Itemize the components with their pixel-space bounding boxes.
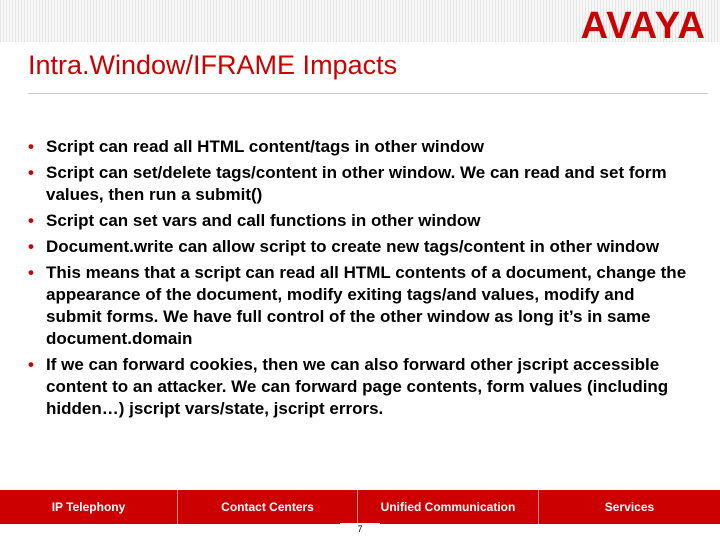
bullet-item <box>28 236 693 258</box>
nav-unified-communication[interactable]: Unified Communication <box>358 490 539 524</box>
bullet-text: Script can set/delete tags/content in other window. We can read and set form values, then run a submit() <box>46 163 667 204</box>
bullet-item <box>28 354 693 420</box>
nav-services[interactable]: Services <box>604 500 655 514</box>
bullet-icon: • <box>28 237 34 256</box>
bullet-text: This means that a script can read all HTML contents of a document, change the appearance of the document, modify exiting tags/and values, modify and submit forms. We have full control of the other window as long it’s in same document.domain <box>46 263 687 348</box>
bullet-text: Script can read all HTML content/tags in other window <box>46 137 484 156</box>
bullet-list <box>28 136 693 424</box>
bullet-icon: • <box>28 163 34 182</box>
bullet-text: If we can forward cookies, then we can also forward other jscript accessible content to an attacker. We can forward page contents, form values (including hidden…) jscript vars/state, jscript errors. <box>46 355 669 418</box>
bullet-icon: • <box>28 263 34 282</box>
bullet-item <box>28 162 693 206</box>
page-number: 7 <box>340 523 380 535</box>
logo-text: AVAYA <box>580 5 706 47</box>
bullet-text: Document.write can allow script to create new tags/content in other window <box>46 237 660 256</box>
bullet-icon: • <box>28 211 34 230</box>
nav-contact-centers[interactable]: Contact Centers <box>178 490 358 524</box>
title-divider <box>28 93 708 94</box>
bullet-item <box>28 262 693 350</box>
bullet-item <box>28 136 693 158</box>
bullet-item <box>28 210 693 232</box>
slide-title: Intra.Window/IFRAME Impacts <box>28 50 398 80</box>
footer-nav-bar <box>0 490 720 524</box>
nav-ip-telephony[interactable]: IP Telephony <box>0 490 178 524</box>
avaya-logo <box>581 6 706 46</box>
bullet-icon: • <box>28 355 34 374</box>
bullet-text: Script can set vars and call functions in other window <box>46 211 481 230</box>
bullet-icon: • <box>28 137 34 156</box>
